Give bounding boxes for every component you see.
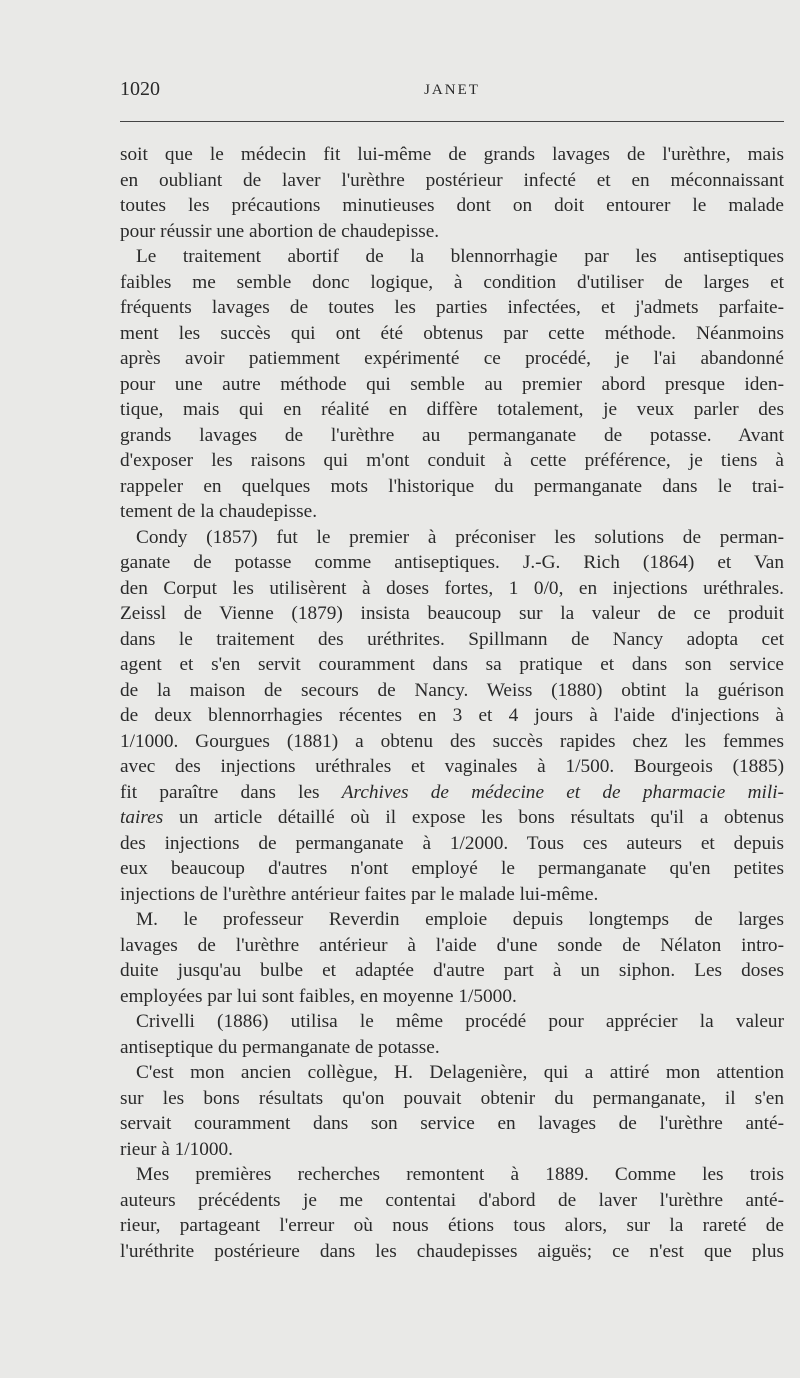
line-text: injections de l'urèthre antérieur faites par le malade lui-même. (120, 883, 599, 905)
line-text: pour une autre méthode qui semble au premier abord presque iden- (120, 373, 784, 395)
page-number: 1020 (120, 78, 160, 100)
line-text: auteurs précédents je me contentai d'abord de laver l'urèthre anté- (120, 1189, 784, 1211)
text-line (120, 1213, 784, 1239)
text-line (120, 499, 784, 525)
text-line (120, 397, 784, 423)
line-text: un article détaillé où il expose les bons résultats qu'il a obtenus (163, 807, 784, 828)
line-text: des injections de permanganate à 1/2000. Tous ces auteurs et depuis (120, 832, 784, 854)
line-text: dans le traitement des uréthrites. Spillmann de Nancy adopta cet (120, 628, 784, 650)
line-text: grands lavages de l'urèthre au permanganate de potasse. Avant (120, 424, 784, 446)
line-text: duite jusqu'au bulbe et adaptée d'autre part à un siphon. Les doses (120, 960, 784, 981)
text-line (120, 678, 784, 704)
text-line (120, 576, 784, 602)
text-line (120, 1111, 784, 1137)
text-line (120, 856, 784, 882)
italic-title-text: Archives de médecine et de pharmacie mili- (341, 781, 784, 803)
text-line (120, 882, 784, 908)
text-line (120, 652, 784, 678)
line-text: employées par lui sont faibles, en moyenne 1/5000. (120, 985, 517, 1007)
text-line (120, 601, 784, 627)
line-text: tement de la chaudepisse. (120, 501, 318, 522)
line-text: fréquents lavages de toutes les parties infectées, et j'admets parfaite- (120, 297, 784, 318)
text-line (120, 805, 784, 831)
text-line (120, 958, 784, 984)
text-line (120, 219, 784, 245)
line-text: servait couramment dans son service en lavages de l'urèthre anté- (120, 1113, 784, 1134)
text-line (120, 525, 784, 551)
text-line (120, 1188, 784, 1214)
line-text: lavages de l'urèthre antérieur à l'aide d'une sonde de Nélaton intro- (120, 934, 784, 956)
line-text: agent et s'en servit couramment dans sa pratique et dans son service (120, 654, 784, 675)
line-text: Zeissl de Vienne (1879) insista beaucoup sur la valeur de ce produit (120, 603, 784, 624)
text-line (120, 1137, 784, 1163)
line-text: rieur à 1/1000. (120, 1138, 233, 1160)
line-text: avec des injections uréthrales et vaginales à 1/500. Bourgeois (1885) (120, 756, 784, 777)
line-text: antiseptique du permanganate de potasse. (120, 1036, 440, 1058)
line-text: pour réussir une abortion de chaudepisse. (120, 220, 440, 242)
line-text: après avoir patiemment expérimenté ce procédé, je l'ai abandonné (120, 348, 784, 369)
text-line (120, 448, 784, 474)
line-text: 1/1000. Gourgues (1881) a obtenu des succès rapides chez les femmes (120, 730, 784, 752)
line-text: de la maison de secours de Nancy. Weiss (1880) obtint la guérison (120, 679, 784, 701)
text-line (120, 244, 784, 270)
text-line (120, 321, 784, 347)
text-line (120, 1162, 784, 1188)
running-head: JANET (424, 82, 480, 98)
text-line (120, 270, 784, 296)
text-line (120, 984, 784, 1010)
line-text: rieur, partageant l'erreur où nous étions tous alors, sur la rareté de (120, 1215, 784, 1236)
text-line (120, 550, 784, 576)
text-line (120, 346, 784, 372)
text-line (120, 1239, 784, 1265)
text-line (120, 1009, 784, 1035)
italic-title-text: taires (120, 807, 164, 828)
line-text: eux beaucoup d'autres n'ont employé le permanganate qu'en petites (120, 858, 784, 879)
line-text: fit paraître dans les (120, 781, 342, 803)
header-rule (120, 121, 784, 122)
line-text: tique, mais qui en réalité en diffère totalement, je veux parler des (120, 399, 784, 420)
line-text: soit que le médecin fit lui-même de grands lavages de l'urèthre, mais (120, 144, 784, 165)
line-text: sur les bons résultats qu'on pouvait obtenir du permanganate, il s'en (120, 1087, 784, 1109)
line-text: Crivelli (1886) utilisa le même procédé pour apprécier la valeur (136, 1011, 784, 1032)
text-line (120, 627, 784, 653)
text-line (120, 907, 784, 933)
text-line (120, 423, 784, 449)
line-text: den Corput les utilisèrent à doses fortes, 1 0/0, en injections uréthrales. (120, 577, 784, 599)
text-line (120, 1060, 784, 1086)
line-text: M. le professeur Reverdin emploie depuis longtemps de larges (136, 909, 784, 930)
text-line (120, 295, 784, 321)
text-line (120, 168, 784, 194)
text-line (120, 1035, 784, 1061)
text-line (120, 142, 784, 168)
page-header (120, 78, 784, 104)
line-text: d'exposer les raisons qui m'ont conduit à cette préférence, je tiens à (120, 450, 784, 471)
text-line (120, 193, 784, 219)
line-text: C'est mon ancien collègue, H. Delagenière, qui a attiré mon attention (136, 1062, 784, 1083)
line-text: ment les succès qui ont été obtenus par cette méthode. Néanmoins (120, 322, 784, 344)
line-text: l'uréthrite postérieure dans les chaudepisses aiguës; ce n'est que plus (120, 1240, 784, 1262)
line-text: faibles me semble donc logique, à condition d'utiliser de larges et (120, 271, 784, 293)
text-line (120, 754, 784, 780)
line-text: en oubliant de laver l'urèthre postérieur infecté et en méconnaissant (120, 169, 784, 191)
line-text: Condy (1857) fut le premier à préconiser les solutions de perman- (136, 526, 784, 548)
text-line (120, 933, 784, 959)
text-line (120, 831, 784, 857)
text-line (120, 474, 784, 500)
line-text: Mes premières recherches remontent à 1889. Comme les trois (136, 1164, 784, 1185)
line-text: ganate de potasse comme antiseptiques. J.-G. Rich (1864) et Van (120, 552, 784, 573)
body-text (120, 142, 784, 1264)
line-text: toutes les précautions minutieuses dont on doit entourer le malade (120, 195, 784, 216)
line-text: rappeler en quelques mots l'historique du permanganate dans le trai- (120, 475, 784, 497)
text-line (120, 1086, 784, 1112)
text-line (120, 780, 784, 806)
line-text: Le traitement abortif de la blennorrhagie par les antiseptiques (136, 246, 784, 267)
text-line (120, 372, 784, 398)
text-line (120, 703, 784, 729)
text-line (120, 729, 784, 755)
line-text: de deux blennorrhagies récentes en 3 et 4 jours à l'aide d'injections à (120, 705, 784, 726)
